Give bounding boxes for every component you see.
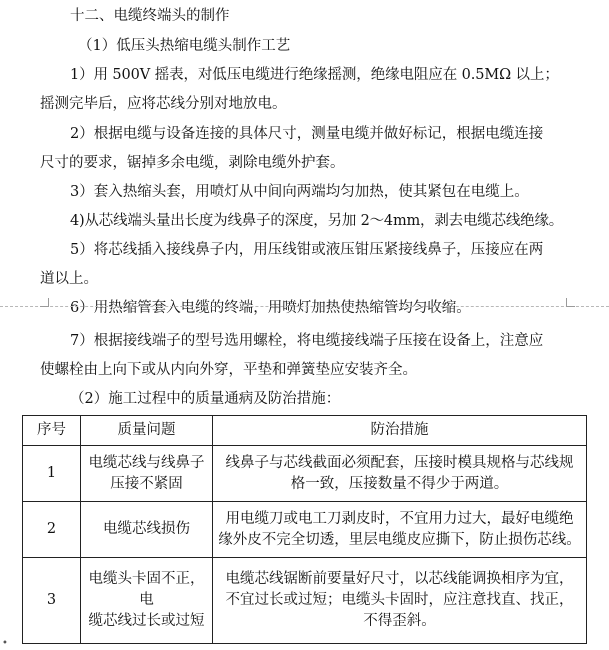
cell-problem-line: 缆芯线过长或过短 xyxy=(88,613,205,629)
paragraph-mark-icon: • xyxy=(2,638,8,649)
table-header-row xyxy=(23,416,587,446)
cell-problem xyxy=(81,502,213,558)
paragraph-7-line-1: 7）根据接线端子的型号选用螺栓，将电缆接线端子压接在设备上，注意应 xyxy=(70,333,544,349)
cell-measure xyxy=(213,558,587,644)
cell-measure-line: 格一致，压接数量不得少于两道。 xyxy=(290,475,509,492)
table-row xyxy=(23,446,587,502)
subsection-2-title: （2）施工过程中的质量通病及防治措施： xyxy=(70,391,341,407)
page-corner-mark-right xyxy=(566,298,575,307)
cell-measure-line: 缘外皮不完全切透，里层电缆皮应撕下，防止损伤芯线。 xyxy=(218,531,581,548)
cell-measure-line: 不得歪斜。 xyxy=(363,613,436,629)
cell-measure-line: 不宜过长或过短；电缆头卡固时，应注意找直、找正， xyxy=(225,592,574,608)
cell-measure xyxy=(213,502,587,558)
paragraph-2-line-1: 2）根据电缆与设备连接的具体尺寸，测量电缆并做好标记，根据电缆连接 xyxy=(70,126,544,142)
header-cell-problem: 质量问题 xyxy=(81,416,213,446)
paragraph-3: 3）套入热缩头套，用喷灯从中间向两端均匀加热，使其紧包在电缆上。 xyxy=(70,184,529,200)
section-heading: 十二、电缆终端头的制作 xyxy=(70,8,230,24)
paragraph-5-line-1: 5）将芯线插入接线鼻子内，用压线钳或液压钳压紧接线鼻子，压接应在两 xyxy=(70,242,544,258)
cell-measure-line: 用电缆刀或电工刀剥皮时，不宜用力过大，最好电缆绝 xyxy=(225,510,574,527)
cell-measure xyxy=(213,446,587,502)
cell-measure-line: 线鼻子与芯线截面必须配套，压接时模具规格与芯线规 xyxy=(225,454,574,471)
cell-problem-line: 压接不紧固 xyxy=(110,475,183,492)
page-corner-mark-left xyxy=(40,298,49,307)
quality-issues-table xyxy=(22,415,587,644)
table-row xyxy=(23,502,587,558)
cell-problem xyxy=(81,446,213,502)
paragraph-4: 4)从芯线端头量出长度为线鼻子的深度，另加 2～4mm，剥去电缆芯线绝缘。 xyxy=(70,213,564,229)
cell-number: 2 xyxy=(23,502,81,558)
paragraph-1-line-1: 1）用 500V 摇表，对低压电缆进行绝缘摇测，绝缘电阻应在 0.5MΩ 以上； xyxy=(70,67,559,83)
cell-problem-line: 电缆芯线与线鼻子 xyxy=(88,454,205,471)
cell-problem xyxy=(81,558,213,644)
paragraph-7-line-2: 使螺栓由上向下或从内向外穿，平垫和弹簧垫应安装齐全。 xyxy=(40,362,417,378)
page-break xyxy=(0,306,609,307)
cell-number: 1 xyxy=(23,446,81,502)
header-cell-measure: 防治措施 xyxy=(213,416,587,446)
paragraph-6: 6）用热缩管套入电缆的终端，用喷灯加热使热缩管均匀收缩。 xyxy=(70,300,471,316)
subsection-1-title: （1）低压头热缩电缆头制作工艺 xyxy=(78,38,291,54)
cell-problem-line: 电缆头卡固不正，电 xyxy=(88,571,205,608)
header-cell-number: 序号 xyxy=(23,416,81,446)
paragraph-2-line-2: 尺寸的要求，锯掉多余电缆，剥除电缆外护套。 xyxy=(40,155,345,171)
cell-number: 3 xyxy=(23,558,81,644)
paragraph-5-line-2: 道以上。 xyxy=(40,271,98,287)
table-row xyxy=(23,558,587,644)
paragraph-1-line-2: 摇测完毕后，应将芯线分别对地放电。 xyxy=(40,96,287,112)
cell-problem-line: 电缆芯线损伤 xyxy=(103,521,190,537)
cell-measure-line: 电缆芯线锯断前要量好尺寸，以芯线能调换相序为宜， xyxy=(225,571,574,587)
